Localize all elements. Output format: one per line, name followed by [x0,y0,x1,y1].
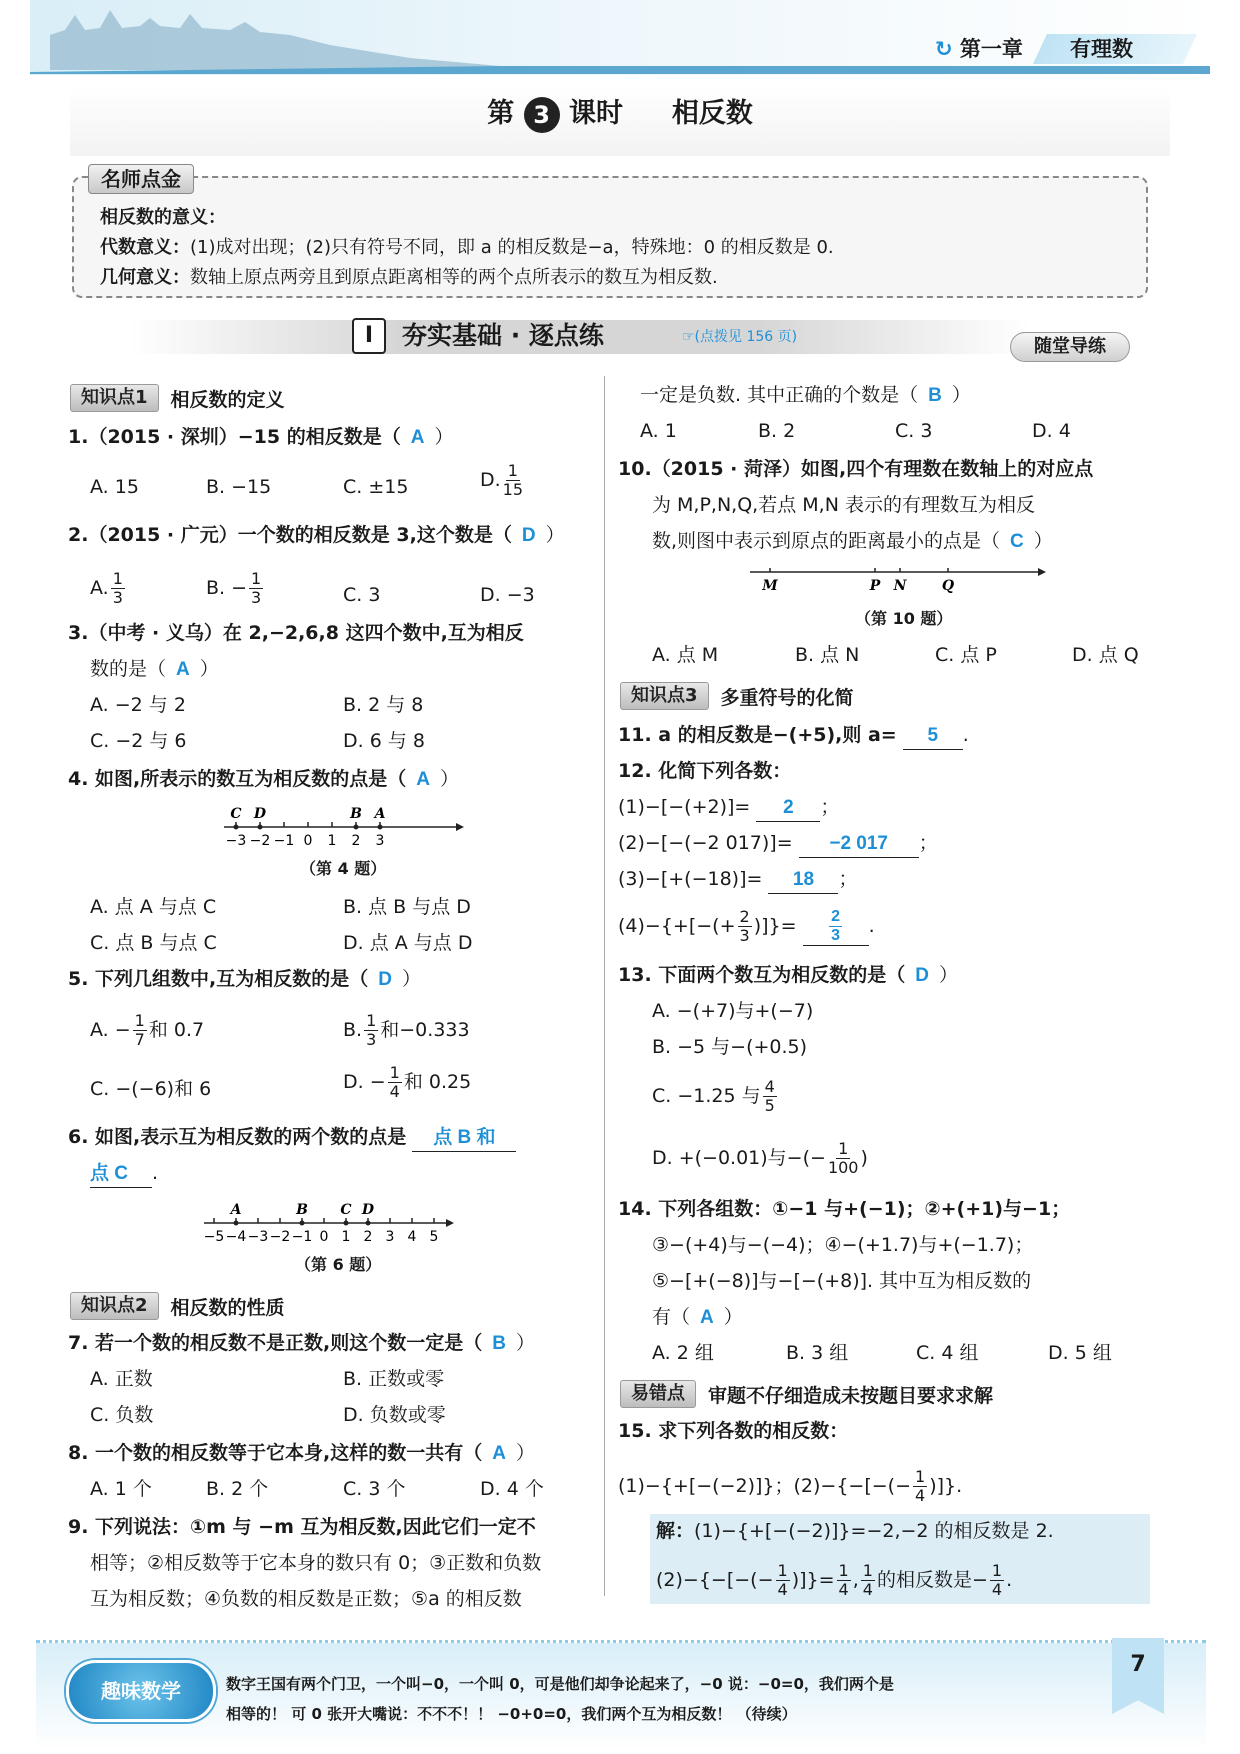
q8-option-d: D. 4 个 [480,1478,544,1500]
q5-answer: D [378,969,393,990]
q6-answer-2: 点 C [90,1163,129,1184]
q4-axis-point [378,825,383,830]
q9-line1: 9. 下列说法：①m 与 −m 互为相反数,因此它们一定不 [68,1516,536,1538]
q8-stem: 8. 一个数的相反数等于它本身,这样的数一共有（ A ） [68,1442,536,1464]
q1-option-b: B. −15 [206,476,272,498]
q13-option-a: A. −(+7)与+(−7) [652,1000,814,1022]
teacher-tip-line2: 代数意义：(1)成对出现；(2)只有符号不同，即 a 的相反数是−a，特殊地：0 的相反数是 0. [100,237,834,258]
q9-answer: B [928,385,942,406]
q1-option-d: D. $\frac{1}{15}$ [480,461,524,499]
q12-answer-2: −2 017 [829,833,889,854]
page-number: 7 [1130,1652,1146,1677]
q5-option-b: B. $\frac{1}{3}$ 和−0.333 [343,1011,470,1049]
footer-text-line1: 数字王国有两个门卫，一个叫−0，一个叫 0，可是他们却争论起来了，−0 说：−0=0，我们两个是 [226,1675,894,1693]
q12-answer-1: 2 [783,797,794,818]
q10-line2: 为 M,P,N,Q,若点 M,N 表示的有理数互为相反 [652,494,1035,516]
q1-answer: A [410,427,425,448]
q8-option-b: B. 2 个 [206,1478,269,1500]
q13-option-b: B. −5 与−(+0.5) [652,1036,808,1058]
q12-part1: (1)−[−(+2)]= 2 ； [618,794,839,822]
q7-stem: 7. 若一个数的相反数不是正数,则这个数一定是（ B ） [68,1332,536,1354]
q6-axis-tick-label: −2 [269,1229,291,1245]
q14-answer: A [700,1307,714,1328]
q4-option-b: B. 点 B 与点 D [343,896,471,918]
section-title: 夯实基础 · 逐点练 [402,321,604,350]
q8-answer: A [492,1443,507,1464]
lesson-title: 第 3 课时 相反数 [0,94,1240,134]
q6-axis-point-label: B [296,1202,308,1218]
kp2-header: 知识点2 相反数的性质 [70,1292,285,1320]
q11-answer: 5 [927,725,939,746]
teacher-tip-tag: 名师点金 [88,164,194,194]
q7-option-c: C. 负数 [90,1404,154,1426]
q13-answer: D [915,965,930,986]
column-divider [604,376,605,1596]
q6-axis-tick-label: 5 [429,1229,439,1245]
chapter-arrow-icon: ↻ [935,37,953,61]
q6-axis-point-label: D [361,1202,375,1218]
q14-option-b: B. 3 组 [786,1342,849,1364]
kp4-header: 易错点 审题不仔细造成未按题目要求求解 [620,1380,993,1408]
footer-text-line2: 相等的！ 可 0 张开大嘴说：不不不！！ −0+0=0，我们两个互为相反数！ （待续） [226,1705,797,1723]
q14-line1: 14. 下列各组数：①−1 与+(−1)；②+(+1)与−1； [618,1198,1071,1220]
q6-axis-tick-label: −1 [291,1229,313,1245]
q3-option-b: B. 2 与 8 [343,694,424,716]
q4-axis-tick-label: −3 [225,833,247,849]
chapter-name: 有理数 [1070,37,1133,61]
q14-line2: ③−(+4)与−(−4)；④−(+1.7)与+(−1.7)； [652,1234,1034,1256]
q2-option-a: A. $\frac{1}{3}$ [90,569,123,607]
q10-axis-point-label: N [893,578,907,594]
q15-solution-line2: (2)−{−[−(− $\frac{1}{4}$ )]}= $\frac{1}{4}$ , $\frac{1}{4}$ 的相反数是− $\frac{1}{4}$ . [656,1561,1013,1599]
q6-answer-1: 点 B 和 [433,1127,496,1148]
q6-stem: 6. 如图,表示互为相反数的两个数的点是 点 B 和 [68,1124,516,1152]
q7-answer: B [492,1333,507,1354]
q3-option-c: C. −2 与 6 [90,730,187,752]
q9-option-a: A. 1 [640,420,677,442]
q14-option-c: C. 4 组 [916,1342,979,1364]
section-note: ☞(点拨见 156 页) [682,329,798,345]
section-badge: 随堂导练 [1010,332,1130,362]
q6-caption: （第 6 题） [295,1255,382,1274]
q10-option-a: A. 点 M [652,644,719,666]
q1-option-a: A. 15 [90,476,139,498]
q12-part3: (3)−[+(−18)]= 18 ； [618,866,857,894]
q4-stem: 4. 如图,所表示的数互为相反数的点是（ A ） [68,768,460,790]
q10-line3: 数,则图中表示到原点的距离最小的点是（ C ） [652,530,1053,552]
q6-axis-point [366,1221,371,1226]
q2-answer: D [521,525,536,546]
q6-axis-tick-label: 3 [385,1229,395,1245]
q2-option-d: D. −3 [480,584,535,606]
q2-option-c: C. 3 [343,584,381,606]
footer-logo [66,1660,216,1722]
q6-axis-point-label: C [340,1202,352,1218]
q4-axis-point-label: D [253,806,267,822]
q10-option-d: D. 点 Q [1072,644,1139,666]
q5-option-a: A. − $\frac{1}{7}$ 和 0.7 [90,1011,205,1049]
q6-axis-tick-label: 1 [341,1229,351,1245]
q6-axis-tick-label: −5 [203,1229,225,1245]
lesson-topic: 相反数 [671,98,753,129]
q5-option-c: C. −(−6)和 6 [90,1078,212,1100]
q6-axis-point-label: A [230,1202,242,1218]
q4-axis-tick-label: 0 [303,833,313,849]
q4-axis-tick-label: 2 [351,833,361,849]
q10-axis-point-label: M [762,578,778,594]
q14-line3: ⑤−[+(−8)]与−[−(+8)]. 其中互为相反数的 [652,1270,1032,1292]
q5-stem: 5. 下列几组数中,互为相反数的是（ D ） [68,968,422,990]
q13-stem: 13. 下面两个数互为相反数的是（ D ） [618,964,959,986]
q4-axis-point [258,825,263,830]
q9-line2: 相等；②相反数等于它本身的数只有 0；③正数和负数 [90,1552,542,1574]
q1-option-c: C. ±15 [343,476,409,498]
q10-line1: 10.（2015 · 菏泽）如图,四个有理数在数轴上的对应点 [618,458,1094,480]
q10-number-line [750,560,1060,600]
q12-answer-3: 18 [792,869,815,890]
q4-axis-point-label: B [350,806,362,822]
q15-expression: (1)−{+[−(−2)]}；(2)−{−[−(− $\frac{1}{4}$ )]}. [618,1467,963,1505]
q4-axis-point-label: A [374,806,386,822]
q14-option-a: A. 2 组 [652,1342,714,1364]
q4-axis-tick-label: −2 [249,833,271,849]
q15-solution-line1: 解：(1)−{+[−(−2)]}=−2,−2 的相反数是 2. [656,1520,1054,1542]
q4-axis-point [354,825,359,830]
q12-part4: (4)−{+[−(+ $\frac{2}{3}$ )]}= $\frac{2}{3}$ . [618,907,875,945]
q6-axis-tick-label: 4 [407,1229,417,1245]
q10-caption: （第 10 题） [855,609,953,628]
q10-axis-point-label: P [869,578,881,594]
q14-line4: 有（ A ） [652,1306,743,1328]
q2-stem: 2.（2015 · 广元）一个数的相反数是 3,这个数是（ D ） [68,524,565,546]
q9-option-b: B. 2 [758,420,796,442]
q12-answer-4: $\frac{2}{3}$ [831,908,841,944]
q9-line3: 互为相反数；④负数的相反数是正数；⑤a 的相反数 [90,1588,522,1610]
q8-option-c: C. 3 个 [343,1478,406,1500]
q7-option-b: B. 正数或零 [343,1368,445,1390]
q6-axis-tick-label: −4 [225,1229,247,1245]
lesson-number-badge: 3 [524,97,560,133]
q4-option-a: A. 点 A 与点 C [90,896,217,918]
q14-option-d: D. 5 组 [1048,1342,1112,1364]
q4-axis-point-label: C [230,806,242,822]
q6-axis-tick-label: 0 [319,1229,329,1245]
q8-option-a: A. 1 个 [90,1478,152,1500]
q10-answer: C [1010,531,1024,552]
q4-axis-tick-label: 3 [375,833,385,849]
q10-axis-point-label: Q [941,578,955,594]
q13-option-c: C. −1.25 与 $\frac{4}{5}$ [652,1077,775,1115]
q6-axis-point [234,1221,239,1226]
q10-option-b: B. 点 N [795,644,860,666]
q9-option-c: C. 3 [895,420,933,442]
footer-logo-text: 趣味数学 [101,1679,181,1703]
teacher-tip-line3: 几何意义：数轴上原点两旁且到原点距离相等的两个点所表示的数互为相反数. [100,267,718,288]
q2-option-b: B. − $\frac{1}{3}$ [206,569,262,607]
q1-stem: 1.（2015 · 深圳）−15 的相反数是（ A ） [68,426,454,448]
section-roman: I [352,318,386,354]
q12-stem: 12. 化简下列各数： [618,760,792,782]
chapter-label: ↻ 第一章 [935,37,1023,61]
q4-axis-tick-label: 1 [327,833,337,849]
q3-option-d: D. 6 与 8 [343,730,425,752]
q12-part2: (2)−[−(−2 017)]= −2 017 ； [618,830,938,858]
q6-axis-point [300,1221,305,1226]
teacher-tip-line1: 相反数的意义： [100,207,226,228]
q4-option-c: C. 点 B 与点 C [90,932,217,954]
kp3-header: 知识点3 多重符号的化简 [620,682,854,710]
q3-answer: A [176,659,190,680]
q4-option-d: D. 点 A 与点 D [343,932,473,954]
q7-option-a: A. 正数 [90,1368,153,1390]
q4-axis-point [234,825,239,830]
q6-axis-point [344,1221,349,1226]
q3-option-a: A. −2 与 2 [90,694,186,716]
kp1-header: 知识点1 相反数的定义 [70,384,285,412]
q15-stem: 15. 求下列各数的相反数： [618,1420,849,1442]
q6-axis-tick-label: −3 [247,1229,269,1245]
q11-stem: 11. a 的相反数是−(+5),则 a= 5 . [618,722,969,750]
q4-caption: （第 4 题） [300,859,387,878]
q6-stem2: 点 C . [90,1160,158,1188]
q7-option-d: D. 负数或零 [343,1404,446,1426]
q4-answer: A [416,769,431,790]
q4-number-line [220,800,470,852]
q3-stem: 3.（中考 · 义乌）在 2,−2,6,8 这四个数中,互为相反 [68,622,524,644]
q4-axis-tick-label: −1 [273,833,295,849]
q5-option-d: D. − $\frac{1}{4}$ 和 0.25 [343,1063,472,1101]
q13-option-d: D. +(−0.01)与−(− $\frac{1}{100}$ ) [652,1139,868,1177]
q9-line4: 一定是负数. 其中正确的个数是（ B ） [640,384,971,406]
q9-option-d: D. 4 [1032,420,1071,442]
q6-number-line [200,1196,460,1248]
q3-stem2: 数的是（ A ） [90,658,219,680]
q10-option-c: C. 点 P [935,644,997,666]
q6-axis-tick-label: 2 [363,1229,373,1245]
